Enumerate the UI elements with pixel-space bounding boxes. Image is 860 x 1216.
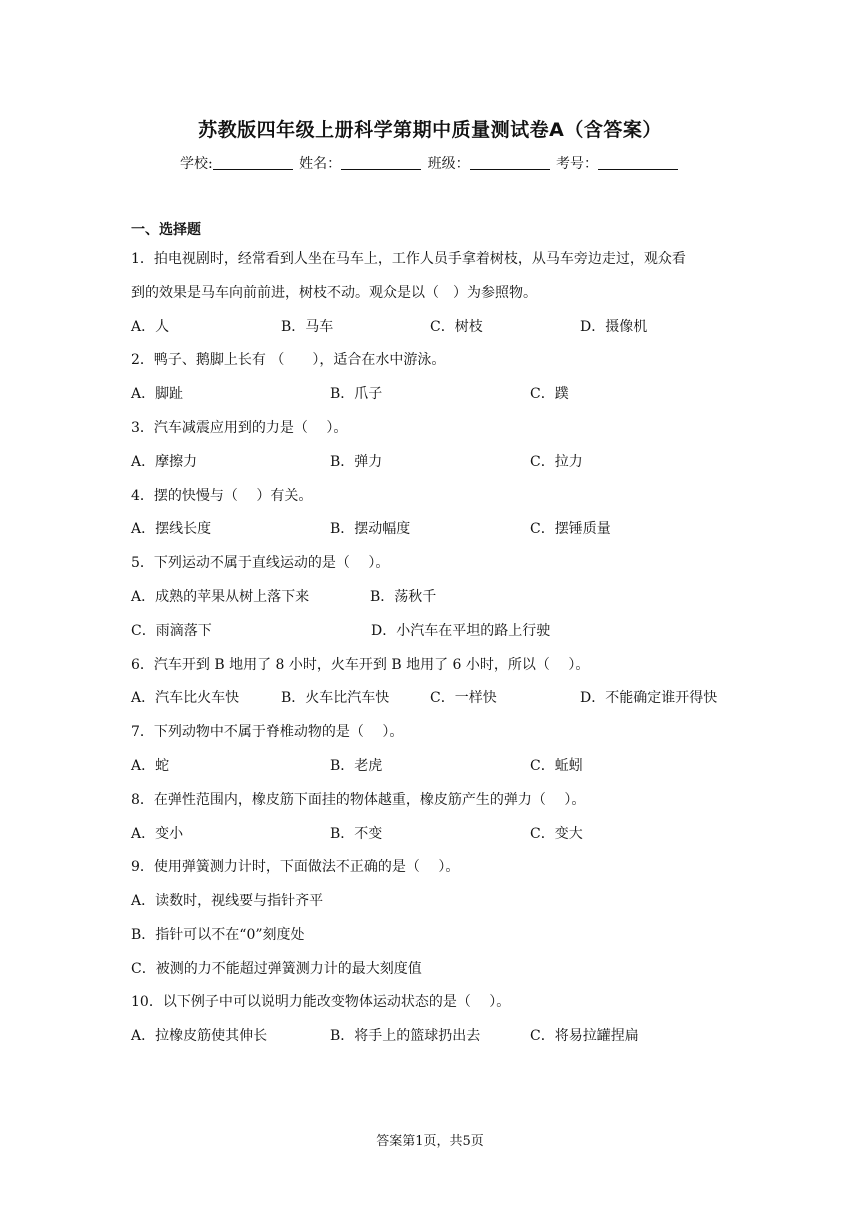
exam-number-blank[interactable]: [598, 155, 678, 170]
question-3: 3．汽车减震应用到的力是（ ）。: [131, 420, 348, 436]
school-blank[interactable]: [213, 155, 293, 170]
question-1-line-2: 到的效果是马车向前前进，树枝不动。观众是以（ ）为参照物。: [131, 285, 537, 301]
option-c[interactable]: C．树枝: [430, 319, 483, 335]
question-5: 5．下列运动不属于直线运动的是（ ）。: [131, 555, 390, 571]
exam-number-label: 考号：: [556, 156, 599, 172]
option-c[interactable]: C．摆锤质量: [530, 521, 611, 537]
option-b[interactable]: B．将手上的篮球扔出去: [330, 1028, 481, 1044]
question-10: 10．以下例子中可以说明力能改变物体运动状态的是（ ）。: [131, 994, 511, 1010]
document-title: 苏教版四年级上册科学第期中质量测试卷A（含答案）: [198, 119, 662, 141]
class-label: 班级：: [427, 156, 470, 172]
option-a[interactable]: A．变小: [131, 826, 184, 842]
option-c[interactable]: C．将易拉罐捏扁: [530, 1028, 639, 1044]
option-c[interactable]: C．一样快: [430, 690, 497, 706]
option-a[interactable]: A．蛇: [131, 758, 170, 774]
question-9-option-b[interactable]: B．指针可以不在“0”刻度处: [131, 927, 305, 943]
option-b[interactable]: B．马车: [281, 319, 334, 335]
question-2: 2．鸭子、鹅脚上长有 （ ），适合在水中游泳。: [131, 352, 446, 368]
option-c[interactable]: C．变大: [530, 826, 583, 842]
question-1-line-1: 1．拍电视剧时，经常看到人坐在马车上，工作人员手拿着树枝，从马车旁边走过，观众看: [131, 251, 686, 267]
option-a[interactable]: A．成熟的苹果从树上落下来: [131, 589, 310, 605]
name-label: 姓名：: [299, 156, 342, 172]
class-blank[interactable]: [470, 155, 550, 170]
option-b[interactable]: B．弹力: [330, 454, 383, 470]
option-a[interactable]: A．拉橡皮筋使其伸长: [131, 1028, 268, 1044]
question-4: 4．摆的快慢与（ ）有关。: [131, 488, 313, 504]
school-label: 学校:: [179, 156, 213, 172]
option-a[interactable]: A．脚趾: [131, 386, 184, 402]
option-a[interactable]: A．摆线长度: [131, 521, 212, 537]
question-6: 6．汽车开到 B 地用了 8 小时，火车开到 B 地用了 6 小时，所以（ ）。: [131, 657, 590, 673]
option-a[interactable]: A．摩擦力: [131, 454, 198, 470]
option-b[interactable]: B．火车比汽车快: [281, 690, 390, 706]
option-b[interactable]: B．老虎: [330, 758, 383, 774]
question-9: 9．使用弹簧测力计时，下面做法不正确的是（ ）。: [131, 859, 460, 875]
option-b[interactable]: B．荡秋千: [370, 589, 437, 605]
question-8: 8．在弹性范围内，橡皮筋下面挂的物体越重，橡皮筋产生的弹力（ ）。: [131, 792, 586, 808]
question-9-option-c[interactable]: C．被测的力不能超过弹簧测力计的最大刻度值: [131, 961, 422, 977]
option-c[interactable]: C．蹼: [530, 386, 569, 402]
name-blank[interactable]: [341, 155, 421, 170]
option-d[interactable]: D．小汽车在平坦的路上行驶: [371, 623, 551, 639]
question-9-option-a[interactable]: A．读数时，视线要与指针齐平: [131, 893, 324, 909]
option-a[interactable]: A．汽车比火车快: [131, 690, 240, 706]
page-footer: 答案第1页，共5页: [376, 1134, 484, 1149]
option-a[interactable]: A．人: [131, 319, 170, 335]
option-d[interactable]: D．不能确定谁开得快: [580, 690, 718, 706]
question-7: 7．下列动物中不属于脊椎动物的是（ ）。: [131, 724, 404, 740]
option-c[interactable]: C．蚯蚓: [530, 758, 583, 774]
section-heading: 一、选择题: [131, 222, 201, 238]
option-c[interactable]: C．拉力: [530, 454, 583, 470]
option-b[interactable]: B．爪子: [330, 386, 383, 402]
option-b[interactable]: B．摆动幅度: [330, 521, 411, 537]
student-info-line: [0, 153, 860, 173]
option-d[interactable]: D．摄像机: [580, 319, 648, 335]
option-c[interactable]: C．雨滴落下: [131, 623, 212, 639]
option-b[interactable]: B．不变: [330, 826, 383, 842]
